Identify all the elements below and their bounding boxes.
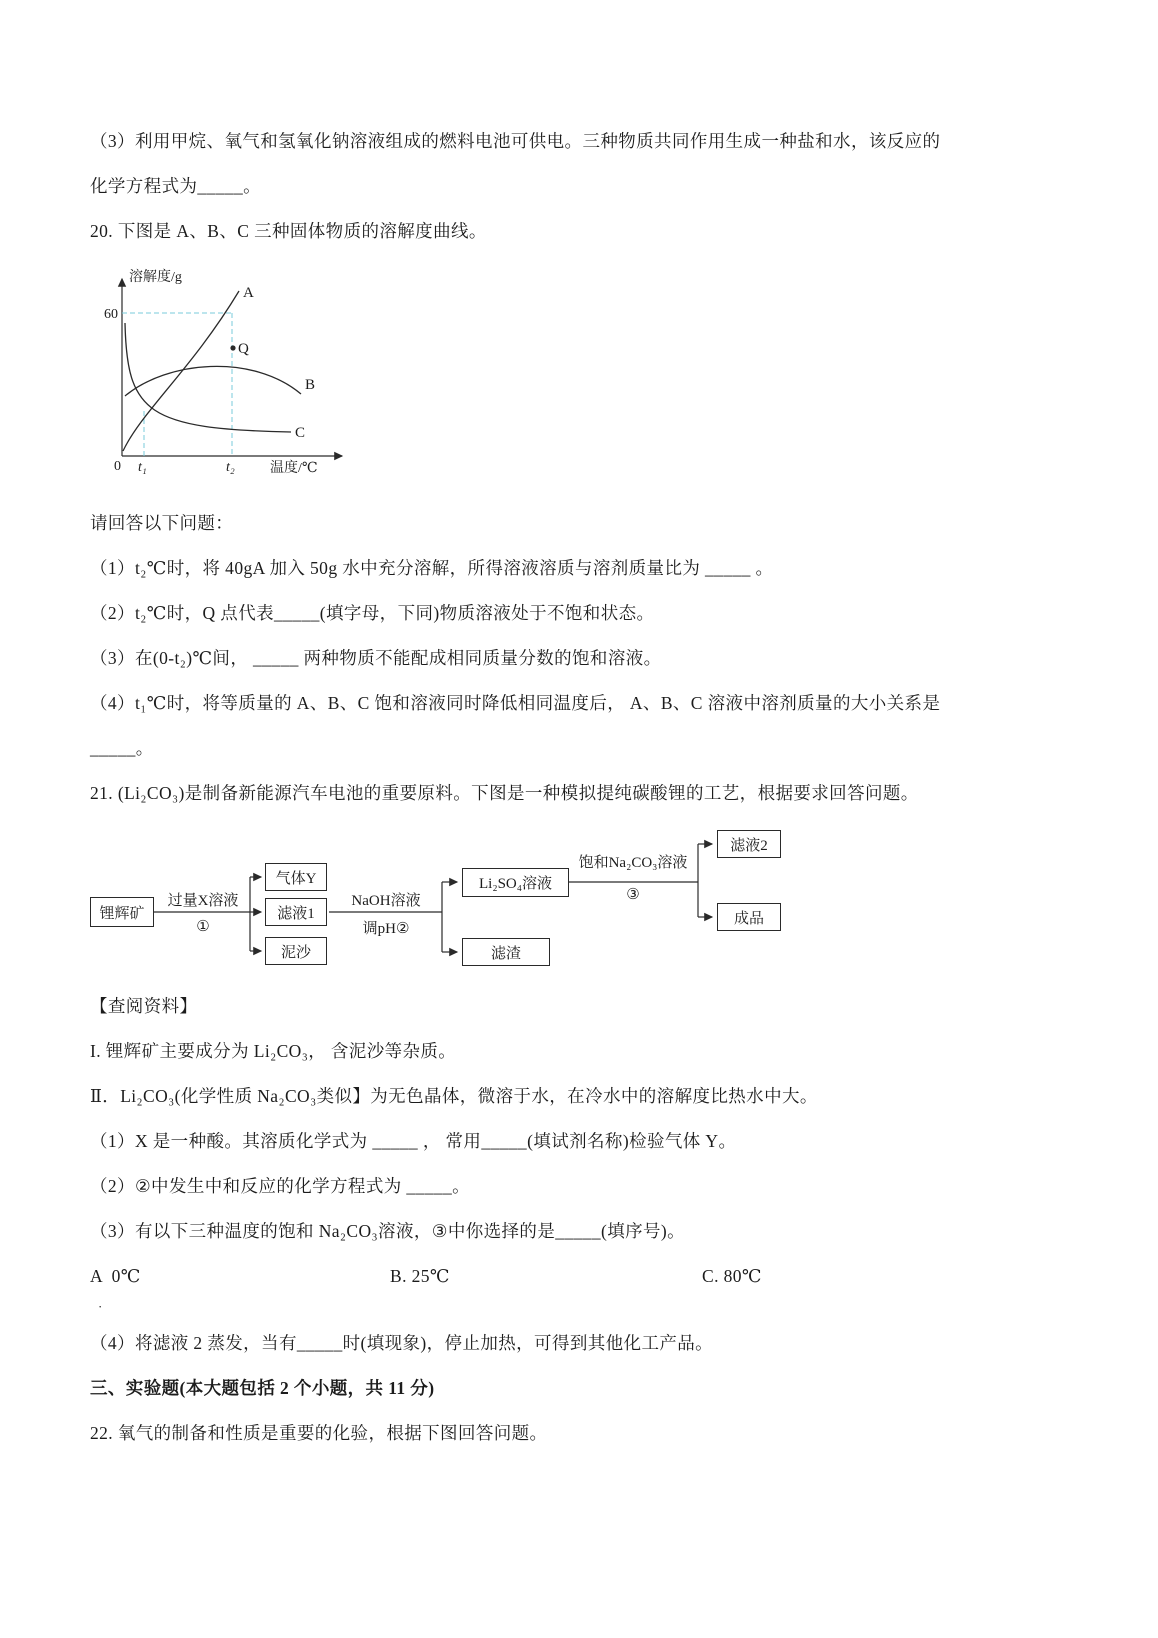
stray-dot: · [98, 1299, 103, 1314]
solubility-chart [92, 263, 367, 481]
point-Q-dot [230, 345, 235, 350]
section-3-header: 三、实验题(本大题包括 2 个小题，共 11 分) [90, 1378, 435, 1398]
reference-header: 【查阅资料】 [90, 996, 198, 1016]
option-b: B. 25℃ [390, 1266, 450, 1286]
flow-node-li2so4: Li₂SO₄溶液 [462, 868, 569, 897]
reference-item-1: I. 锂辉矿主要成分为 Li₂CO₃， 含泥沙等杂质。 [90, 1041, 457, 1061]
flow-label-step2-reagent: NaOH溶液 [351, 893, 421, 909]
flow-label-step1-number: ① [196, 919, 210, 935]
q20-prompt: 请回答以下问题： [90, 513, 234, 533]
q20-sub4-line1: （4）t₁℃时，将等质量的 A、B、C 饱和溶液同时降低相同温度后， A、B、C 溶液中溶剂质量的大小关系是 [90, 693, 941, 713]
q21-sub4: （4）将滤液 2 蒸发，当有_____时(填现象)，停止加热，可得到其他化工产品。 [90, 1333, 714, 1353]
curve-B [125, 366, 301, 396]
q20-sub4-line2: _____。 [90, 738, 154, 758]
flow-node-filtrate1: 滤液1 [265, 898, 327, 926]
curve-A [123, 291, 239, 451]
flow-node-residue: 滤渣 [462, 938, 550, 966]
flow-label-step1-reagent: 过量X溶液 [167, 893, 239, 909]
y-tick-60: 60 [104, 307, 118, 322]
q20-sub1: （1）t₂℃时，将 40gA 加入 50g 水中充分溶解，所得溶液溶质与溶剂质量比为 _____ 。 [90, 558, 774, 578]
q19-3-line2: 化学方程式为_____。 [90, 176, 262, 196]
q20-sub3: （3）在(0-t₂)℃间， _____ 两种物质不能配成相同质量分数的饱和溶液。 [90, 648, 662, 668]
flow-node-product: 成品 [717, 903, 781, 931]
y-axis-label: 溶解度/g [129, 270, 182, 285]
q21-sub3-options [90, 1263, 1066, 1289]
x-tick-t2: t₂ [226, 460, 235, 475]
flow-label-step2-number: 调pH② [362, 921, 410, 937]
option-a: A 0℃ [90, 1266, 141, 1286]
q19-3-line1: （3）利用甲烷、氧气和氢氧化钠溶液组成的燃料电池可供电。三种物质共同作用生成一种盐和水，该反应的 [90, 131, 941, 151]
q21-sub2: （2）②中发生中和反应的化学方程式为 _____。 [90, 1176, 471, 1196]
question-21-stem: 21. (Li₂CO₃)是制备新能源汽车电池的重要原料。下图是一种模拟提纯碳酸锂的工艺，根据要求回答问题。 [90, 783, 919, 803]
curve-C [125, 323, 291, 432]
q21-sub3: （3）有以下三种温度的饱和 Na₂CO₃溶液，③中你选择的是_____(填序号)。 [90, 1221, 686, 1241]
q21-sub1: （1）X 是一种酸。其溶质化学式为 _____ ， 常用_____(填试剂名称)检验气体 Y。 [90, 1131, 737, 1151]
curve-A-label: A [243, 285, 254, 301]
curve-B-label: B [305, 377, 316, 393]
flow-node-filtrate2: 滤液2 [717, 830, 781, 858]
curve-C-label: C [295, 425, 306, 441]
option-c: C. 80℃ [702, 1266, 762, 1286]
flow-node-mud: 泥沙 [265, 937, 327, 965]
point-Q-label: Q [238, 341, 249, 357]
question-22-stem: 22. 氧气的制备和性质是重要的化验，根据下图回答问题。 [90, 1423, 548, 1443]
flow-node-ore: 锂辉矿 [90, 897, 154, 927]
flow-label-step3-reagent: 饱和Na₂CO₃溶液 [578, 855, 688, 871]
q20-sub2: （2）t₂℃时，Q 点代表_____(填字母，下同)物质溶液处于不饱和状态。 [90, 603, 655, 623]
x-tick-0: 0 [114, 459, 121, 474]
x-axis-label: 温度/℃ [270, 461, 318, 476]
reference-item-2: Ⅱ．Li₂CO₃(化学性质 Na₂CO₃类似】为无色晶体，微溶于水，在冷水中的溶解度比热水中大。 [90, 1086, 818, 1106]
solubility-chart-container [92, 263, 1066, 486]
flow-node-gas: 气体Y [265, 863, 327, 891]
purification-flow-diagram [90, 825, 835, 977]
flow-label-step3-number: ③ [626, 887, 640, 903]
question-20-stem: 20. 下图是 A、B、C 三种固体物质的溶解度曲线。 [90, 221, 487, 241]
x-tick-t1: t₁ [138, 460, 147, 475]
